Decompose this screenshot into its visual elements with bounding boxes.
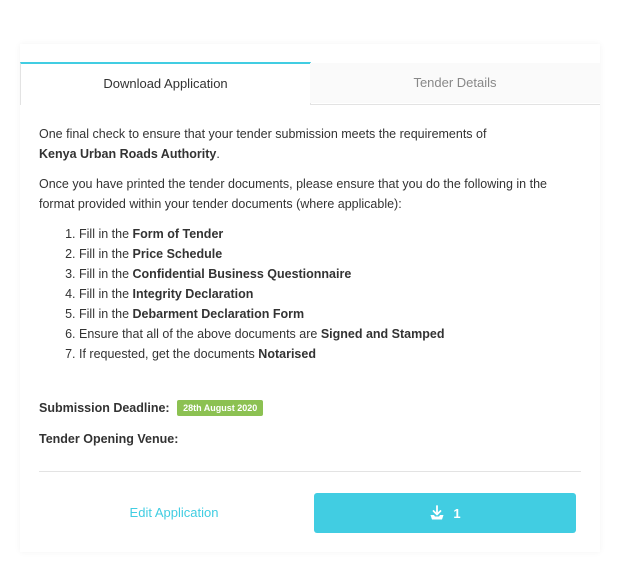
list-item: 6. Ensure that all of the above documents are Signed and Stamped	[79, 324, 579, 344]
list-item: 5. Fill in the Debarment Declaration Form	[79, 304, 579, 324]
tab-bar	[20, 63, 600, 105]
intro-paragraph	[39, 124, 579, 164]
intro-period: .	[216, 147, 220, 161]
instructions-paragraph: Once you have printed the tender documents, please ensure that you do the following in the format provided within your tender documents (where applicable):	[39, 177, 547, 211]
deadline-date-badge: 28th August 2020	[177, 400, 263, 416]
list-item: 7. If requested, get the documents Notarised	[79, 344, 579, 364]
deadline-label: Submission Deadline:	[39, 401, 170, 415]
authority-name: Kenya Urban Roads Authority	[39, 147, 217, 161]
tab-tender-details[interactable]: Tender Details	[310, 63, 600, 103]
steps-list	[39, 224, 579, 364]
list-item: 1. Fill in the Form of Tender	[79, 224, 579, 244]
divider	[39, 471, 581, 472]
edit-application-link[interactable]: Edit Application	[129, 505, 219, 520]
list-item: 2. Fill in the Price Schedule	[79, 244, 579, 264]
tab-download-application[interactable]: Download Application	[20, 62, 311, 105]
checklist-content	[39, 124, 579, 364]
download-tray-icon	[429, 505, 445, 521]
tender-opening-venue-label: Tender Opening Venue:	[39, 432, 179, 446]
download-count: 1	[453, 505, 461, 521]
download-button[interactable]	[314, 493, 576, 533]
list-item: 3. Fill in the Confidential Business Questionnaire	[79, 264, 579, 284]
intro-text: One final check to ensure that your tender submission meets the requirements of	[39, 127, 487, 141]
submission-deadline-row	[39, 400, 263, 416]
list-item: 4. Fill in the Integrity Declaration	[79, 284, 579, 304]
tender-panel	[20, 44, 600, 552]
